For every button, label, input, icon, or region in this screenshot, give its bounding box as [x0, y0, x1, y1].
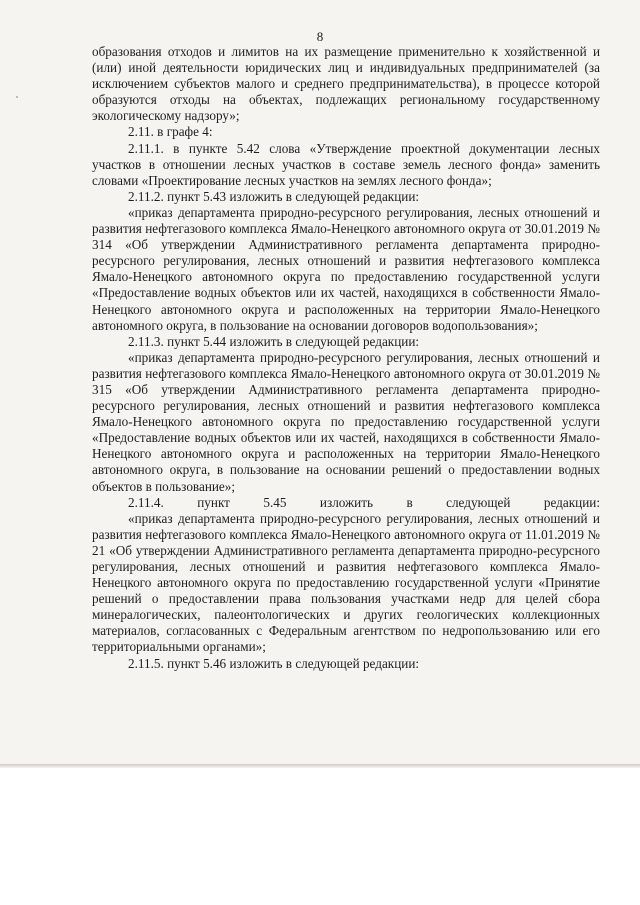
paragraph-2-11-4: 2.11.4. пункт 5.45 изложить в следующей редакции: — [128, 494, 600, 510]
paragraph-order-21: «приказ департамента природно-ресурсного регулирования, лесных отношений и развития нефтегазового комплекса Ямало-Ненецкого автономного округа от 11.01.2019 № 21 «Об утверждении Административного регламента департамента природно-ресурсного регулирования, лесных отношений и развития нефтегазового комплекса Ямало-Ненецкого автономного округа по предоставлению государственной услуги «Принятие решений о предоставлении права пользования участками недр для целей сбора минералогических, палеонтологических и других геологических коллекционных материалов, согласованных с Федеральным агентством по недропользованию или его территориальными органами»; — [92, 510, 600, 655]
scan-edge — [0, 764, 640, 768]
paragraph-2-11-1: 2.11.1. в пункте 5.42 слова «Утверждение проектной документации лесных участков в отношении лесных участков в составе земель лесного фонда» заменить словами «Проектирование лесных участков на землях лесного фонда»; — [92, 140, 600, 188]
page-number: 8 — [316, 29, 324, 44]
paragraph-2-11: 2.11. в графе 4: — [128, 124, 213, 140]
paragraph-order-315: «приказ департамента природно-ресурсного регулирования, лесных отношений и развития нефтегазового комплекса Ямало-Ненецкого автономного округа от 30.01.2019 № 315 «Об утверждении Административного регламента департамента природно-ресурсного регулирования, лесных отношений и развития нефтегазового комплекса Ямало-Ненецкого автономного округа по предоставлению государственной услуги «Предоставление водных объектов или их частей, находящихся в собственности Ямало-Ненецкого автономного округа и расположенных на территории Ямало-Ненецкого автономного округа, в пользование на основании решений о предоставлении водных объектов в пользование»; — [92, 349, 600, 494]
scan-speck — [16, 96, 18, 98]
paragraph-2-11-3: 2.11.3. пункт 5.44 изложить в следующей редакции: — [128, 333, 420, 349]
paragraph-2-11-5: 2.11.5. пункт 5.46 изложить в следующей редакции: — [128, 655, 420, 671]
paragraph-order-314: «приказ департамента природно-ресурсного регулирования, лесных отношений и развития нефтегазового комплекса Ямало-Ненецкого автономного округа от 30.01.2019 № 314 «Об утверждении Административного регламента департамента природно-ресурсного регулирования, лесных отношений и развития нефтегазового комплекса Ямало-Ненецкого автономного округа по предоставлению государственной услуги «Предоставление водных объектов или их частей, находящихся в собственности Ямало-Ненецкого автономного округа и расположенных на территории Ямало-Ненецкого автономного округа, в пользование на основании договоров водопользования»; — [92, 204, 600, 333]
document-body — [92, 44, 600, 672]
paragraph-waste-limits: образования отходов и лимитов на их размещение применительно к хозяйственной и (или) иной деятельности юридических лиц и индивидуальных предпринимателей (за исключением субъектов малого и среднего предпринимательства), в процессе которой образуются отходы на объектах, подлежащих региональному государственному экологическому надзору»; — [92, 44, 600, 124]
paragraph-2-11-2: 2.11.2. пункт 5.43 изложить в следующей редакции: — [128, 188, 420, 204]
